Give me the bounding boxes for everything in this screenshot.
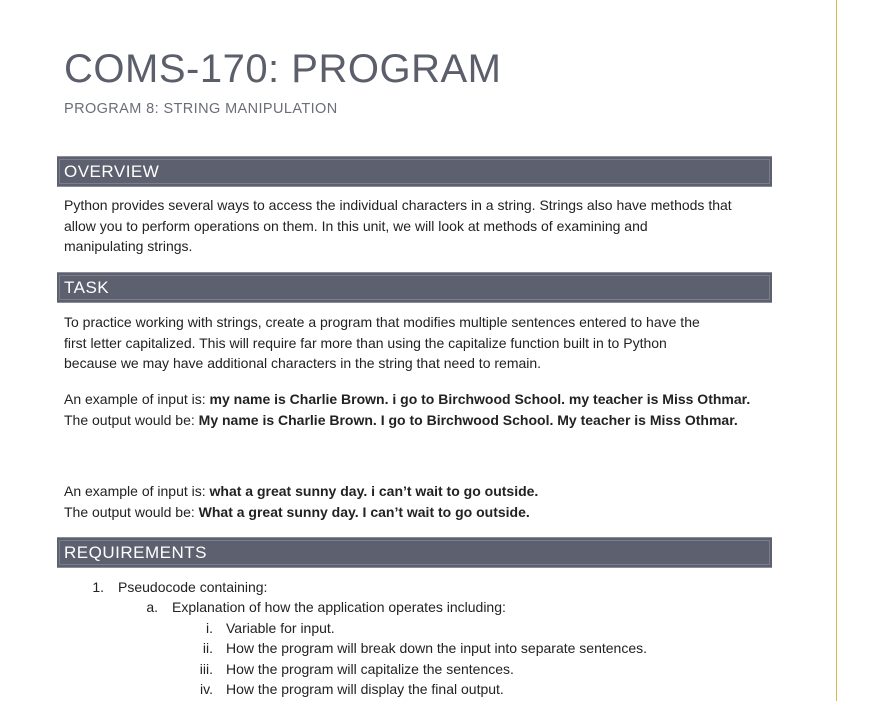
list-marker: iv. — [200, 681, 213, 697]
example-input-line — [64, 389, 774, 410]
section-heading-label: TASK — [64, 278, 110, 297]
list-item-text: How the program will display the final output. — [226, 681, 504, 697]
overview-paragraph — [64, 195, 774, 257]
requirement-item — [78, 577, 267, 597]
example-output-line — [64, 410, 774, 431]
section-heading-task — [57, 272, 772, 303]
example-1 — [64, 389, 774, 430]
requirement-subsubitem — [186, 679, 504, 699]
example-input-line — [64, 481, 774, 502]
example-output-value: My name is Charlie Brown. I go to Birchwood School. My teacher is Miss Othmar. — [198, 411, 738, 428]
section-heading-label: OVERVIEW — [64, 162, 160, 181]
requirement-subitem — [132, 597, 506, 617]
list-marker: a. — [146, 599, 158, 615]
section-heading-requirements — [57, 537, 772, 568]
requirement-subsubitem — [186, 659, 514, 679]
example-input-label: An example of input is: — [64, 391, 210, 407]
requirement-subsubitem — [186, 618, 335, 638]
task-line: first letter capitalized. This will require far more than using the capitalize function built in to Python — [64, 334, 667, 351]
page-edge-line — [836, 0, 837, 701]
section-heading-label: REQUIREMENTS — [64, 543, 207, 562]
list-marker: iii. — [199, 661, 213, 677]
requirement-subsubitem — [186, 638, 647, 658]
overview-line: Python provides several ways to access the individual characters in a string. Strings also have methods that — [64, 197, 732, 213]
list-item-text: Explanation of how the application operates including: — [172, 599, 506, 615]
example-output-label: The output would be: — [64, 411, 199, 428]
example-input-value: my name is Charlie Brown. i go to Birchwood School. my teacher is Miss Othmar. — [209, 391, 751, 407]
example-input-value: what a great sunny day. i can’t wait to go outside. — [209, 483, 539, 499]
section-heading-overview — [57, 156, 772, 187]
list-item-text: Pseudocode containing: — [118, 579, 268, 595]
example-output-line — [64, 502, 774, 523]
example-output-value: What a great sunny day. I can’t wait to go outside. — [198, 503, 530, 520]
overview-line: allow you to perform operations on them. In this unit, we will look at methods of examining and — [64, 217, 648, 234]
example-2 — [64, 481, 774, 522]
overview-line: manipulating strings. — [64, 238, 193, 254]
list-item-text: How the program will capitalize the sentences. — [226, 661, 514, 677]
list-item-text: Variable for input. — [226, 620, 335, 636]
example-input-label: An example of input is: — [64, 483, 210, 499]
list-marker: 1. — [92, 579, 104, 595]
page-title: COMS-170: PROGRAM — [64, 47, 502, 91]
page-subtitle: PROGRAM 8: STRING MANIPULATION — [64, 101, 338, 117]
task-line: because we may have additional characters in the string that need to remain. — [64, 355, 542, 371]
list-marker: ii. — [202, 640, 213, 656]
list-item-text: How the program will break down the input into separate sentences. — [226, 640, 648, 656]
task-line: To practice working with strings, create a program that modifies multiple sentences entered to have the — [64, 314, 700, 330]
list-marker: i. — [206, 620, 213, 636]
example-output-label: The output would be: — [64, 503, 199, 520]
task-paragraph — [64, 312, 774, 374]
